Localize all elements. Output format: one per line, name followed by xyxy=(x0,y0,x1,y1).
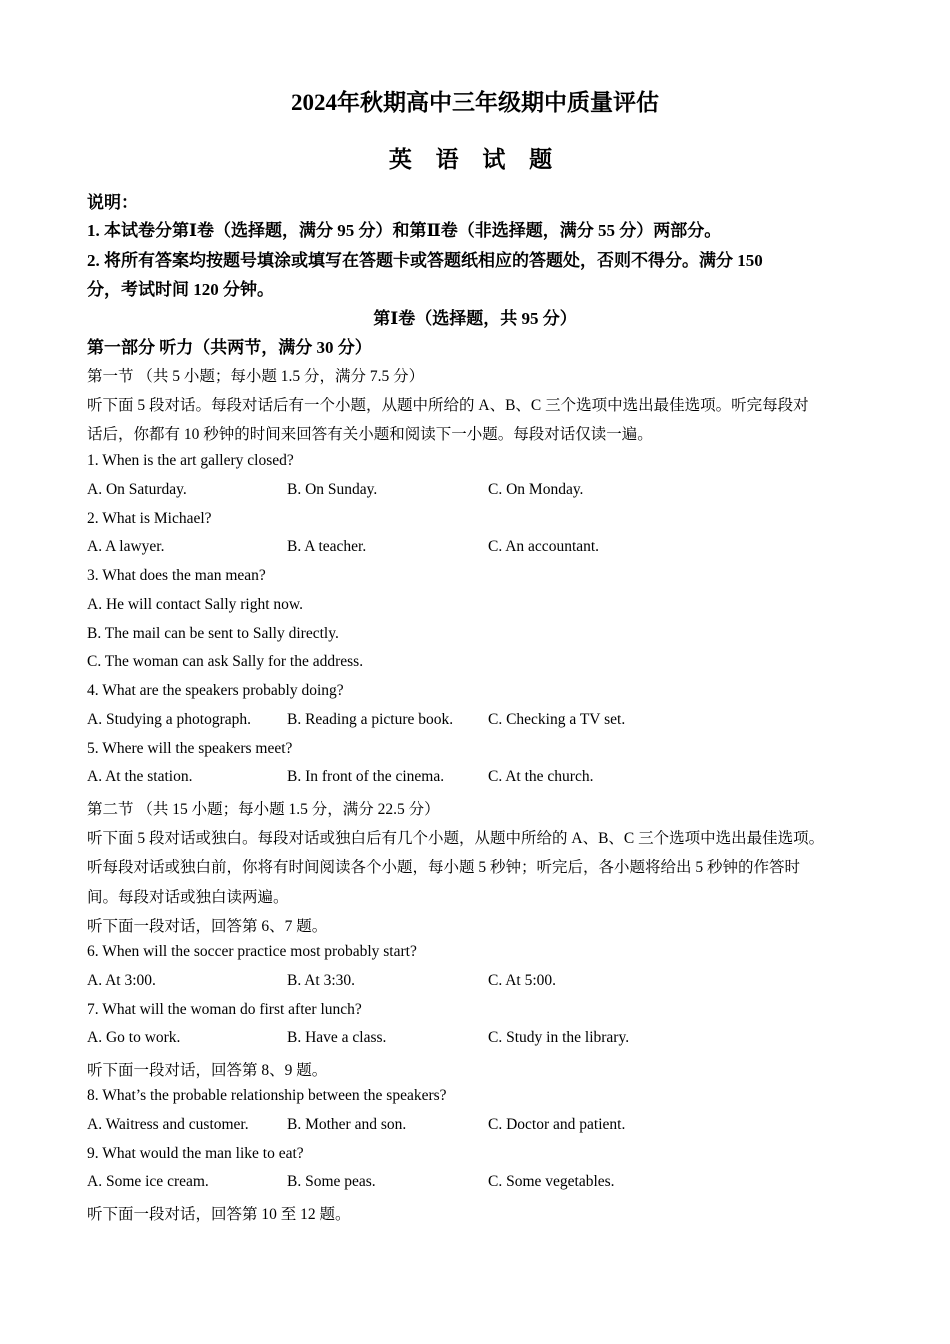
option-a: A. A lawyer. xyxy=(87,538,165,555)
volume-1-heading: 第Ⅰ卷（选择题，共 95 分） xyxy=(373,309,577,328)
option-b: B. At 3:30. xyxy=(287,972,356,989)
dialogue-cue-6-7: 听下面一段对话，回答第 6、7 题。 xyxy=(87,918,328,935)
question-1-options xyxy=(87,481,887,503)
option-b: B. Reading a picture book. xyxy=(287,711,454,728)
question-5-stem: 5. Where will the speakers meet? xyxy=(87,740,293,757)
option-c: C. Checking a TV set. xyxy=(488,711,626,728)
option-a: A. At the station. xyxy=(87,768,193,785)
dialogue-cue-10-12: 听下面一段对话，回答第 10 至 12 题。 xyxy=(87,1206,351,1223)
option-a: A. Go to work. xyxy=(87,1029,181,1046)
section-2-directions-2: 听每段对话或独白前，你将有时间阅读各个小题，每小题 5 秒钟；听完后，各小题将给出 5 秒钟的作答时 xyxy=(87,859,801,876)
instruction-item-1: 1. 本试卷分第Ⅰ卷（选择题，满分 95 分）和第Ⅱ卷（非选择题，满分 55 分）两部分。 xyxy=(87,221,722,240)
question-1-stem: 1. When is the art gallery closed? xyxy=(87,452,294,469)
question-2-options xyxy=(87,538,887,560)
option-b: B. On Sunday. xyxy=(287,481,378,498)
question-5-options xyxy=(87,768,887,790)
question-2-stem: 2. What is Michael? xyxy=(87,510,212,527)
option-c: C. At the church. xyxy=(488,768,594,785)
option-a: A. Some ice cream. xyxy=(87,1173,209,1190)
option-b: B. Mother and son. xyxy=(287,1116,407,1133)
option-b: B. In front of the cinema. xyxy=(287,768,445,785)
option-c: C. Some vegetables. xyxy=(488,1173,615,1190)
section-1-directions-2: 话后，你都有 10 秒钟的时间来回答有关小题和阅读下一小题。每段对话仅读一遍。 xyxy=(87,426,653,443)
option-c: C. At 5:00. xyxy=(488,972,557,989)
question-6-stem: 6. When will the soccer practice most probably start? xyxy=(87,943,417,960)
question-3-option-b: B. The mail can be sent to Sally directly. xyxy=(87,625,339,642)
question-9-stem: 9. What would the man like to eat? xyxy=(87,1145,304,1162)
instructions-heading: 说明： xyxy=(87,193,138,212)
section-2-directions-3: 间。每段对话或独白读两遍。 xyxy=(87,889,289,906)
exam-title: 2024年秋期高中三年级期中质量评估 xyxy=(291,90,659,115)
question-3-option-c: C. The woman can ask Sally for the address. xyxy=(87,653,364,670)
question-4-options xyxy=(87,711,887,733)
instruction-item-2-line-2: 分，考试时间 120 分钟。 xyxy=(87,280,274,299)
question-4-stem: 4. What are the speakers probably doing? xyxy=(87,682,344,699)
option-b: B. A teacher. xyxy=(287,538,367,555)
section-2-directions-1: 听下面 5 段对话或独白。每段对话或独白后有几个小题，从题中所给的 A、B、C 三个选项中选出最佳选项。 xyxy=(87,830,825,847)
dialogue-cue-8-9: 听下面一段对话，回答第 8、9 题。 xyxy=(87,1062,328,1079)
option-c: C. Study in the library. xyxy=(488,1029,630,1046)
option-c: C. Doctor and patient. xyxy=(488,1116,626,1133)
option-b: B. Some peas. xyxy=(287,1173,376,1190)
instruction-item-2-line-1: 2. 将所有答案均按题号填涂或填写在答题卡或答题纸相应的答题处，否则不得分。满分 150 xyxy=(87,251,763,270)
option-b: B. Have a class. xyxy=(287,1029,387,1046)
question-8-stem: 8. What’s the probable relationship between the speakers? xyxy=(87,1087,447,1104)
option-c: C. On Monday. xyxy=(488,481,584,498)
option-a: A. Studying a photograph. xyxy=(87,711,252,728)
section-1-heading: 第一节 （共 5 小题；每小题 1.5 分，满分 7.5 分） xyxy=(87,368,425,385)
option-a: A. Waitress and customer. xyxy=(87,1116,249,1133)
option-a: A. At 3:00. xyxy=(87,972,156,989)
question-6-options xyxy=(87,972,887,994)
question-7-options xyxy=(87,1029,887,1051)
option-c: C. An accountant. xyxy=(488,538,600,555)
part-1-heading: 第一部分 听力（共两节，满分 30 分） xyxy=(87,338,372,357)
subject-title: 英 语 试 题 xyxy=(388,147,562,172)
question-3-stem: 3. What does the man mean? xyxy=(87,567,266,584)
section-1-directions-1: 听下面 5 段对话。每段对话后有一个小题，从题中所给的 A、B、C 三个选项中选出最佳选项。听完每段对 xyxy=(87,397,809,414)
question-8-options xyxy=(87,1116,887,1138)
question-9-options xyxy=(87,1173,887,1195)
question-7-stem: 7. What will the woman do first after lunch? xyxy=(87,1001,362,1018)
option-a: A. On Saturday. xyxy=(87,481,187,498)
section-2-heading: 第二节 （共 15 小题；每小题 1.5 分，满分 22.5 分） xyxy=(87,801,440,818)
question-3-option-a: A. He will contact Sally right now. xyxy=(87,596,303,613)
